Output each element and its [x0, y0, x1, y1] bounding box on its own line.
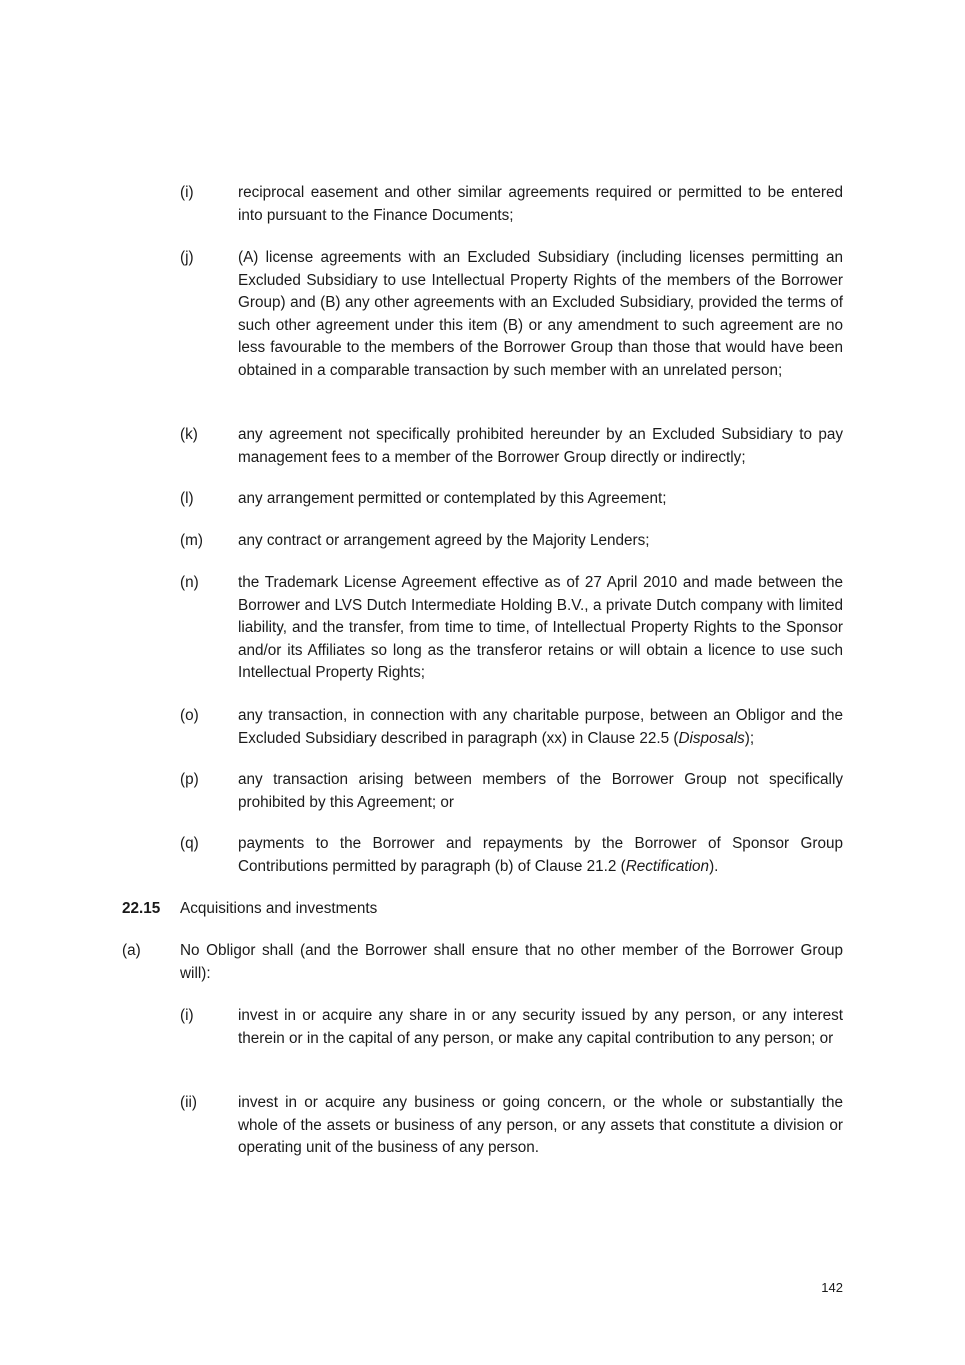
sub-item-label: (i) — [180, 1007, 194, 1024]
section-title: Acquisitions and investments — [180, 900, 378, 917]
section-number: 22.15 — [122, 900, 161, 917]
list-item-l — [180, 488, 843, 511]
list-item-label: (k) — [180, 426, 198, 443]
list-item-p — [180, 769, 843, 814]
list-item-o — [180, 705, 843, 750]
list-item-text: any agreement not specifically prohibited hereunder by an Excluded Subsidiary to pay management fees to a member of the Borrower Group directly or indirectly; — [238, 426, 843, 466]
sub-item-ii — [180, 1092, 843, 1160]
list-item-text: any arrangement permitted or contemplated by this Agreement; — [238, 490, 667, 507]
sub-item-i — [180, 1005, 843, 1050]
sub-item-text: invest in or acquire any business or going concern, or the whole or substantially the whole of the assets or business of any person, or any assets that constitute a division or operating unit of the business of any person. — [238, 1094, 843, 1157]
list-item-j — [180, 247, 843, 383]
list-item-i — [180, 182, 843, 227]
list-item-text: payments to the Borrower and repayments by the Borrower of Sponsor Group Contributions permitted by paragraph (b) of Clause 21.2 (Rectification). — [238, 835, 843, 875]
clause-reference: Rectification — [625, 857, 710, 875]
list-item-m — [180, 530, 843, 553]
paragraph-label: (a) — [122, 942, 141, 959]
list-item-text: any transaction arising between members of the Borrower Group not specifically prohibited by this Agreement; or — [238, 771, 843, 811]
list-item-label: (i) — [180, 184, 194, 201]
list-item-label: (l) — [180, 490, 194, 507]
sub-item-label: (ii) — [180, 1094, 197, 1111]
list-item-n — [180, 572, 843, 685]
list-item-text: any transaction, in connection with any charitable purpose, between an Obligor and the Excluded Subsidiary described in paragraph (xx) in Clause 22.5 (Disposals); — [238, 707, 843, 747]
list-item-q — [180, 833, 843, 878]
list-item-label: (o) — [180, 707, 199, 724]
list-item-text: the Trademark License Agreement effective as of 27 April 2010 and made between the Borrower and LVS Dutch Intermediate Holding B.V., a private Dutch company with limited liability, and the transfer, from time to time, of Intellectual Property Rights to the Sponsor and/or its Affiliates so long as the transferor retains or will obtain a licence to use such Intellectual Property Rights; — [238, 574, 843, 682]
list-item-text: (A) license agreements with an Excluded Subsidiary (including licenses permitting an Excluded Subsidiary to use Intellectual Property Rights of the members of the Borrower Group) and (B) any other agreements with an Excluded Subsidiary, provided the terms of such other agreement under this item (B) or any amendment to such agreement are no less favourable to the members of the Borrower Group than those that would have been obtained in a comparable transaction by such member with an unrelated person; — [238, 249, 843, 379]
list-item-text: any contract or arrangement agreed by the Majority Lenders; — [238, 532, 650, 549]
list-item-label: (m) — [180, 532, 203, 549]
list-item-label: (q) — [180, 835, 199, 852]
page-number: 142 — [821, 1280, 843, 1295]
paragraph-a — [122, 940, 843, 985]
list-item-label: (n) — [180, 574, 199, 591]
list-item-k — [180, 424, 843, 469]
paragraph-text: No Obligor shall (and the Borrower shall ensure that no other member of the Borrower Group will): — [180, 942, 843, 982]
list-item-label: (p) — [180, 771, 199, 788]
section-heading — [122, 898, 843, 921]
clause-reference: Disposals — [678, 729, 745, 747]
list-item-text: reciprocal easement and other similar agreements required or permitted to be entered into pursuant to the Finance Documents; — [238, 184, 843, 224]
list-item-label: (j) — [180, 249, 194, 266]
sub-item-text: invest in or acquire any share in or any security issued by any person, or any interest therein or in the capital of any person, or make any capital contribution to any person; or — [238, 1007, 843, 1047]
